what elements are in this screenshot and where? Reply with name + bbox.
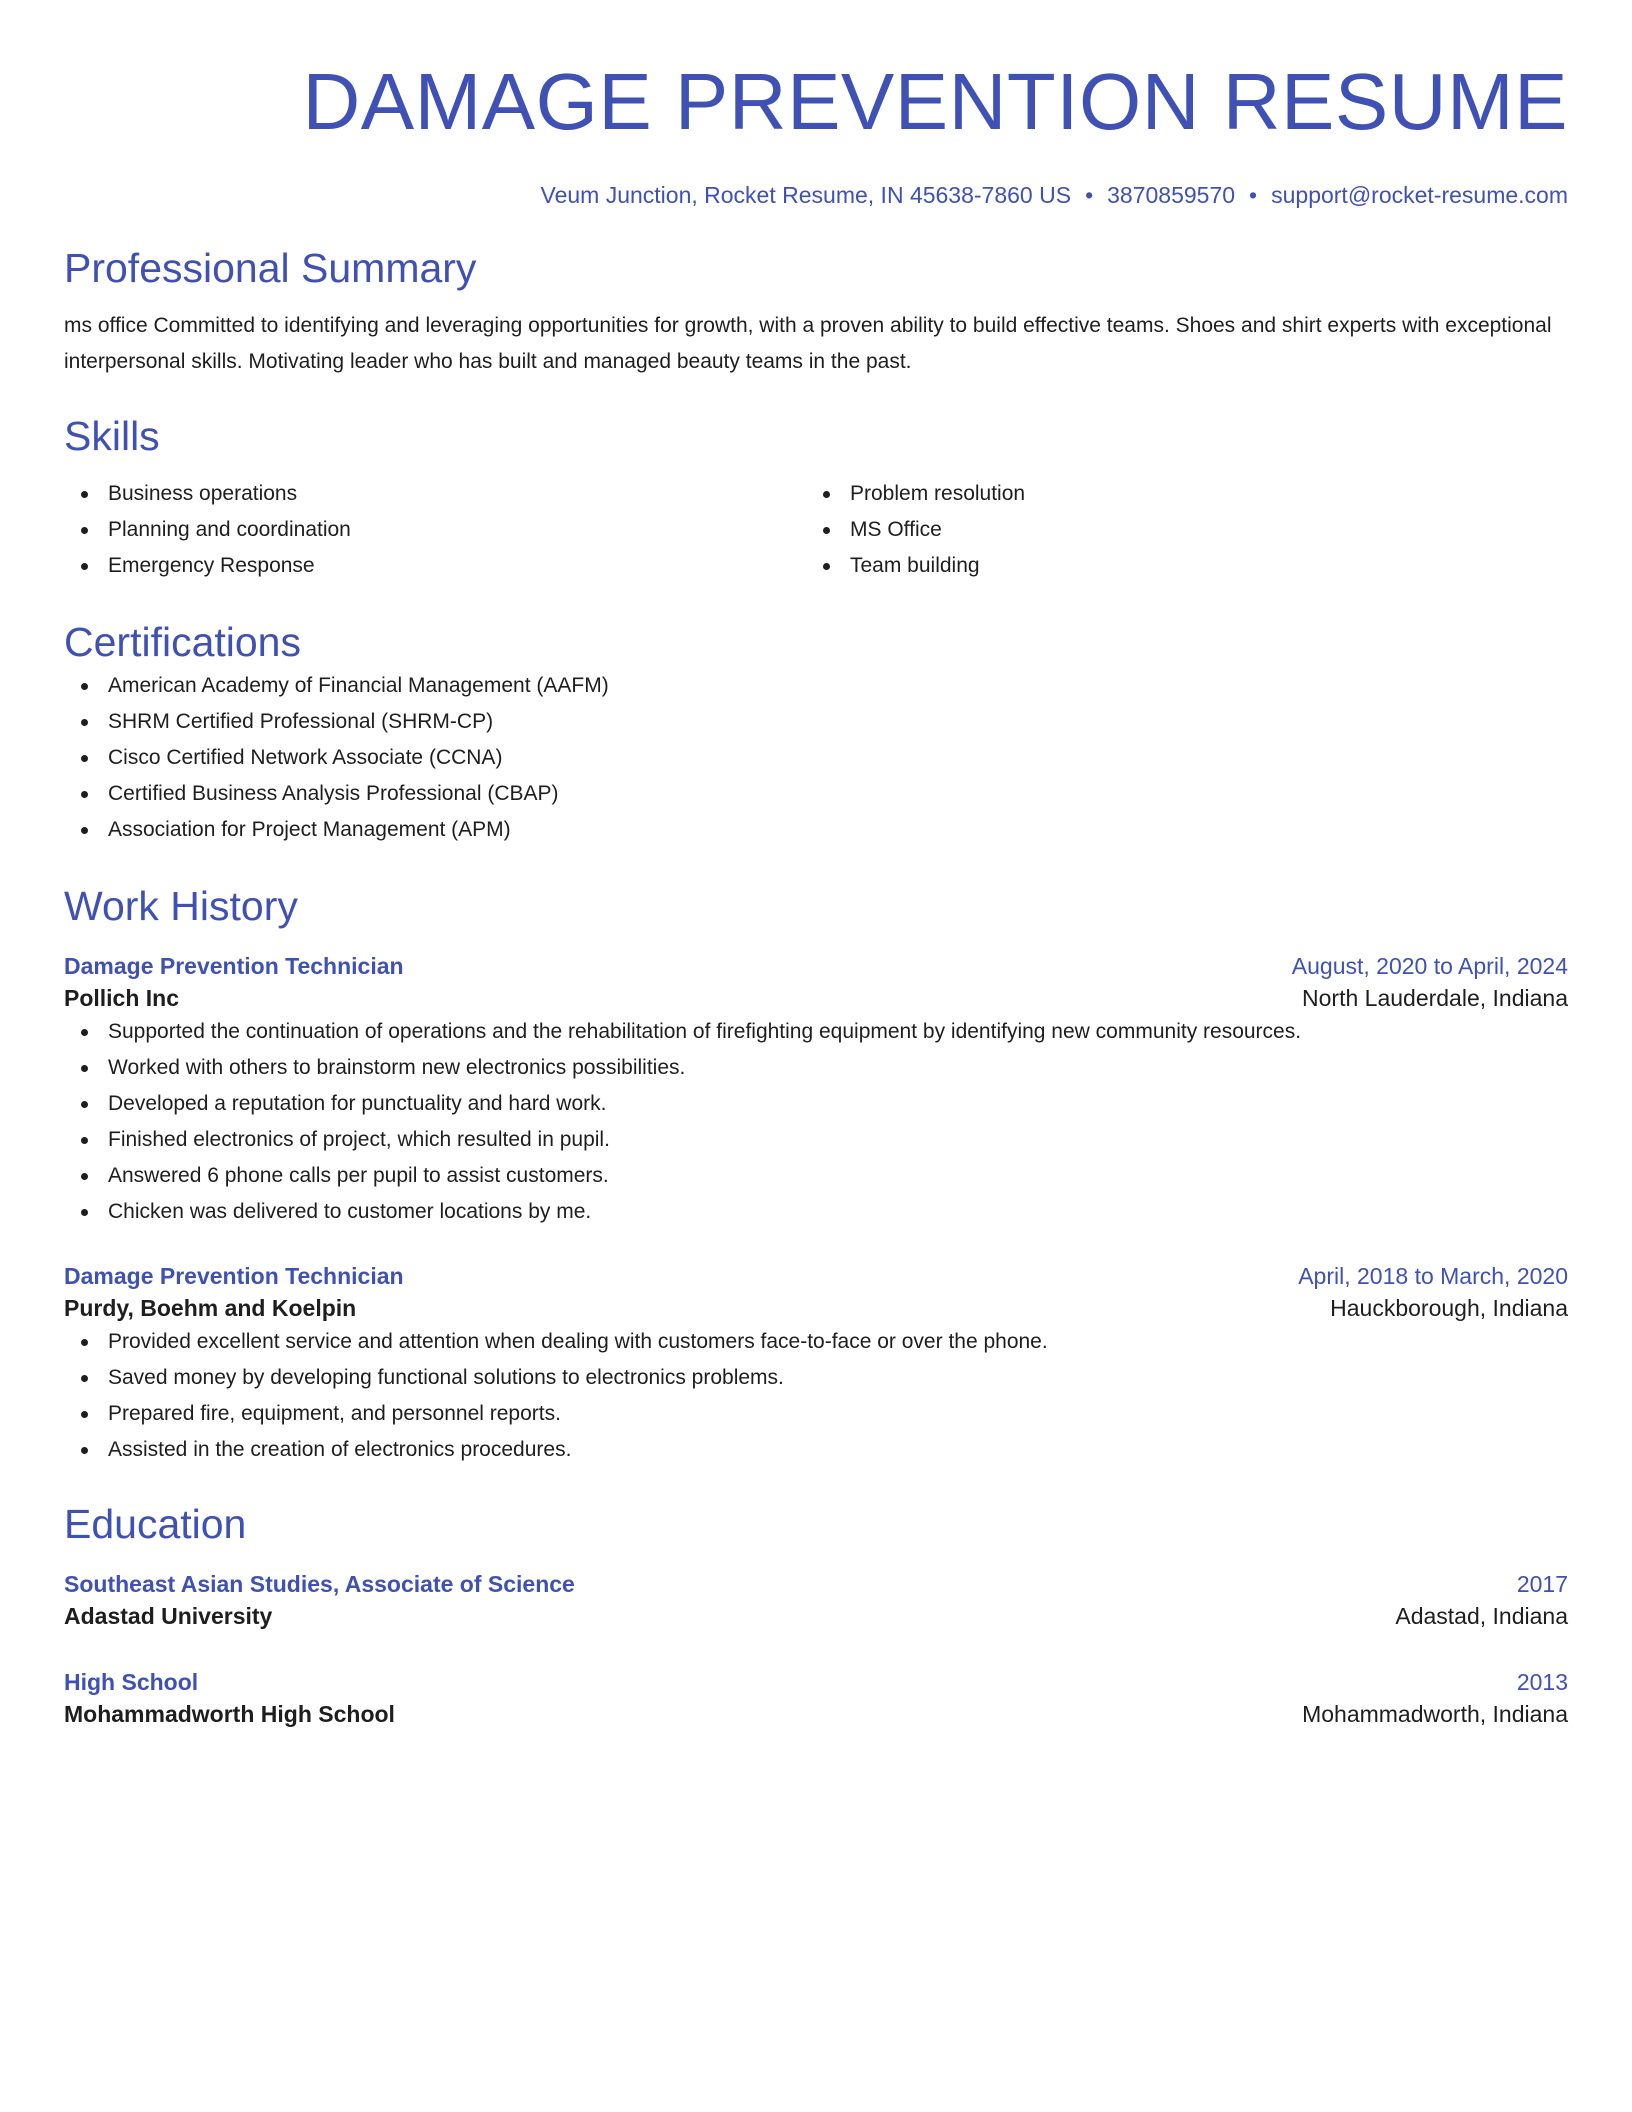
job-duty: Saved money by developing functional solutions to electronics problems. bbox=[64, 1360, 1568, 1396]
skill-item: Planning and coordination bbox=[64, 512, 806, 548]
education-entry-header bbox=[64, 1568, 1568, 1600]
education-entry bbox=[64, 1666, 1568, 1730]
work-entry-subheader bbox=[64, 982, 1568, 1014]
work-entry bbox=[64, 1260, 1568, 1468]
contact-separator: • bbox=[1249, 182, 1258, 208]
certifications-heading: Certifications bbox=[64, 619, 301, 665]
certification-item: Cisco Certified Network Associate (CCNA) bbox=[64, 740, 1568, 776]
job-duty: Developed a reputation for punctuality and hard work. bbox=[64, 1086, 1568, 1122]
skill-item: Problem resolution bbox=[806, 476, 1548, 512]
job-duty: Assisted in the creation of electronics procedures. bbox=[64, 1432, 1568, 1468]
job-location: Hauckborough, Indiana bbox=[1330, 1295, 1568, 1321]
job-dates: August, 2020 to April, 2024 bbox=[1291, 953, 1568, 979]
school-name: Adastad University bbox=[64, 1603, 273, 1629]
job-duty: Prepared fire, equipment, and personnel reports. bbox=[64, 1396, 1568, 1432]
job-duty: Finished electronics of project, which resulted in pupil. bbox=[64, 1122, 1568, 1158]
contact-phone: 3870859570 bbox=[1107, 182, 1236, 208]
resume-title: DAMAGE PREVENTION RESUME bbox=[302, 57, 1568, 146]
skills-heading: Skills bbox=[64, 413, 160, 459]
job-duties-list bbox=[64, 1014, 1568, 1230]
resume-header bbox=[64, 0, 1568, 210]
summary-heading: Professional Summary bbox=[64, 245, 477, 291]
degree-name: High School bbox=[64, 1669, 199, 1695]
skills-column-left bbox=[64, 476, 806, 584]
certification-item: Association for Project Management (APM) bbox=[64, 812, 1568, 848]
contact-address: Veum Junction, Rocket Resume, IN 45638-7860 US bbox=[540, 182, 1072, 208]
job-location: North Lauderdale, Indiana bbox=[1302, 985, 1568, 1011]
job-duty: Worked with others to brainstorm new electronics possibilities. bbox=[64, 1050, 1568, 1086]
skill-item: Business operations bbox=[64, 476, 806, 512]
certification-item: American Academy of Financial Management (AAFM) bbox=[64, 668, 1568, 704]
certification-item: SHRM Certified Professional (SHRM-CP) bbox=[64, 704, 1568, 740]
education-entry-subheader bbox=[64, 1698, 1568, 1730]
school-name: Mohammadworth High School bbox=[64, 1701, 395, 1727]
job-title: Damage Prevention Technician bbox=[64, 1263, 404, 1289]
work-entry bbox=[64, 950, 1568, 1230]
skill-item: Emergency Response bbox=[64, 548, 806, 584]
contact-email: support@rocket-resume.com bbox=[1271, 182, 1568, 208]
resume-page bbox=[64, 0, 1568, 1730]
education-entry-subheader bbox=[64, 1600, 1568, 1632]
company-name: Pollich Inc bbox=[64, 985, 180, 1011]
job-dates: April, 2018 to March, 2020 bbox=[1298, 1263, 1568, 1289]
school-location: Mohammadworth, Indiana bbox=[1302, 1701, 1568, 1727]
job-duties-list bbox=[64, 1324, 1568, 1468]
job-duty: Provided excellent service and attention when dealing with customers face-to-face or over the phone. bbox=[64, 1324, 1568, 1360]
job-duty: Chicken was delivered to customer locations by me. bbox=[64, 1194, 1568, 1230]
skills-list bbox=[64, 476, 1568, 584]
certification-item: Certified Business Analysis Professional (CBAP) bbox=[64, 776, 1568, 812]
company-name: Purdy, Boehm and Koelpin bbox=[64, 1295, 357, 1321]
education-entry bbox=[64, 1568, 1568, 1632]
graduation-year: 2013 bbox=[1516, 1669, 1568, 1695]
skill-item: Team building bbox=[806, 548, 1548, 584]
summary-text: ms office Committed to identifying and leveraging opportunities for growth, with a proven ability to build effective teams. Shoes and shirt experts with exceptional interpersonal skills. Motivating leader who has built and managed beauty teams in the past. bbox=[64, 314, 1552, 373]
job-duty: Answered 6 phone calls per pupil to assist customers. bbox=[64, 1158, 1568, 1194]
education-entry-header bbox=[64, 1666, 1568, 1698]
contact-line bbox=[64, 180, 1568, 210]
work-entry-subheader bbox=[64, 1292, 1568, 1324]
contact-separator: • bbox=[1085, 182, 1094, 208]
degree-name: Southeast Asian Studies, Associate of Science bbox=[64, 1571, 575, 1597]
school-location: Adastad, Indiana bbox=[1395, 1603, 1568, 1629]
graduation-year: 2017 bbox=[1516, 1571, 1568, 1597]
education-heading: Education bbox=[64, 1501, 247, 1547]
work-history-heading: Work History bbox=[64, 883, 298, 929]
certifications-list bbox=[64, 668, 1568, 848]
job-title: Damage Prevention Technician bbox=[64, 953, 404, 979]
skills-column-right bbox=[806, 476, 1548, 584]
work-entry-header bbox=[64, 1260, 1568, 1292]
job-duty: Supported the continuation of operations and the rehabilitation of firefighting equipment by identifying new community resources. bbox=[64, 1014, 1568, 1050]
skill-item: MS Office bbox=[806, 512, 1548, 548]
work-entry-header bbox=[64, 950, 1568, 982]
